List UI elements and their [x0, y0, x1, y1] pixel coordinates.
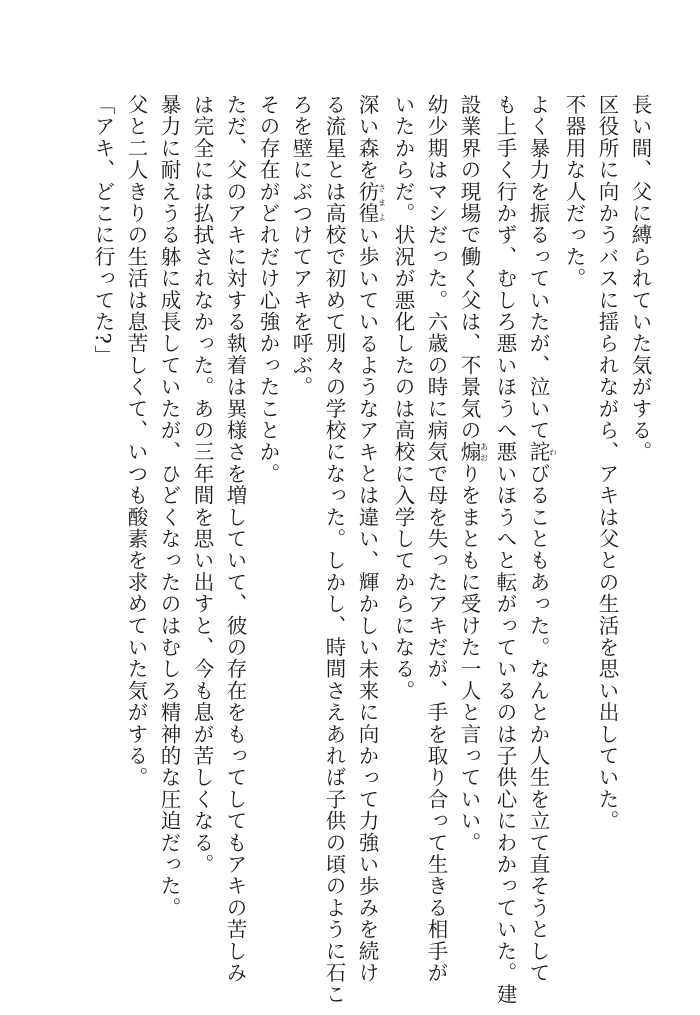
vertical-text-block [86, 94, 656, 1006]
text-line-6: 設業界の現場で働く父は、不景気の煽あおりをまともに受けた一人と言っていい。 [457, 94, 489, 854]
text-line-2: 区役所に向かうバスに揺られながら、アキは父との生活を思い出していた。 [595, 94, 619, 832]
text-line-12: その存在がどれだけ心強かったことか。 [256, 94, 280, 485]
text-line-7: 幼少期はマシだった。六歳の時に病気で母を失ったアキだが、手を取り合って生きる相手が [424, 94, 448, 984]
text-line-14: は完全には払拭されなかった。あの三年間を思い出すと、今も息が苦しくなる。 [190, 94, 214, 876]
ruby-samayoi: 彷徨さまよ [355, 180, 387, 225]
text-line-17: 「アキ、どこに行ってた?」 [91, 94, 115, 367]
text-line-9: 深い森を彷徨さまよい歩いているようなアキとは違い、輝かしい未来に向かって力強い歩みを続け [355, 94, 387, 984]
ruby-wabiru: 詫わ [526, 441, 558, 463]
text-line-13: ただ、父のアキに対する執着は異様さを増していて、彼の存在をもってしてもアキの苦しみ [223, 94, 247, 984]
text-line-10: る流星とは高校で初めて別々の学校になった。しかし、時間さえあれば子供の頃のように石こ [322, 94, 346, 1006]
text-line-15: 暴力に耐えうる躰に成長していたが、ひどくなったのはむしろ精神的な圧迫だった。 [157, 94, 181, 919]
text-line-1: 長い間、父に縛られていた気がする。 [628, 94, 652, 463]
text-line-16: 父と二人きりの生活は息苦しくて、いつも酸素を求めていた気がする。 [124, 94, 148, 789]
text-line-3: 不器用な人だった。 [562, 94, 586, 290]
ruby-aori: 煽あお [457, 441, 489, 463]
text-line-4: よく暴力を振るっていたが、泣いて詫わびることもあった。なんとか人生を立て直そうとして [526, 94, 558, 984]
text-line-8: いたからだ。状況が悪化したのは高校に入学してからになる。 [391, 94, 415, 702]
text-line-11: ろを壁にぶつけてアキを呼ぶ。 [289, 94, 313, 398]
ruby-text-wabiru: わ [548, 441, 558, 463]
text-line-5: も上手く行かず、むしろ悪いほうへ悪いほうへと転がっているのは子供心にわかっていた。建 [493, 94, 517, 1006]
ruby-text-samayoi: さまよ [377, 180, 387, 225]
ruby-text-aori: あお [479, 441, 489, 463]
